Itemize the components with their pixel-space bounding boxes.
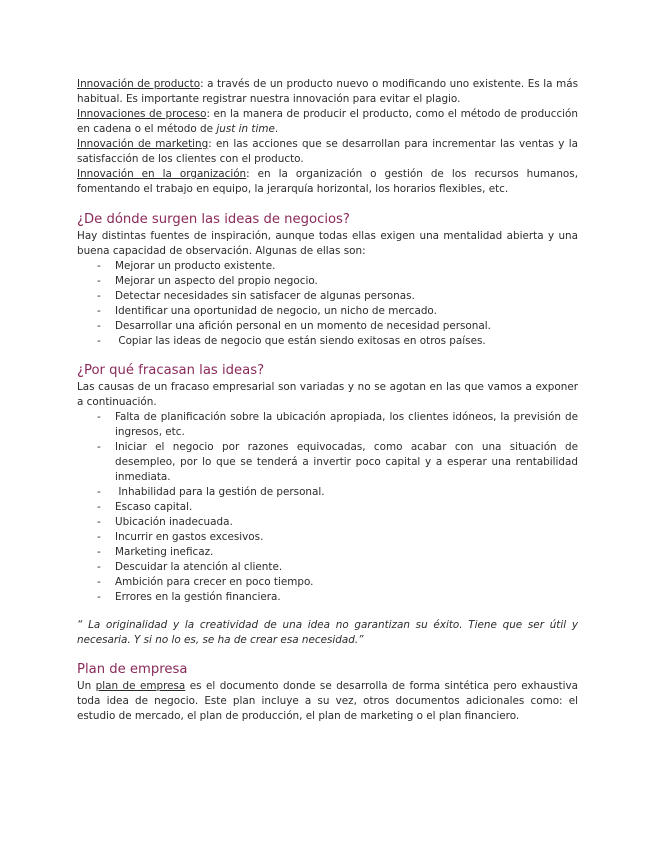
text-innovaciones-proceso: : en la manera de producir el producto, como el método de producción en cadena o el método de (77, 108, 578, 135)
term-innovacion-organizacion: Innovación en la organización (77, 168, 247, 180)
list-item: - Copiar las ideas de negocio que están siendo exitosas en otros países. (77, 334, 578, 349)
fracaso-list (77, 410, 578, 605)
text-innovacion-producto: : a través de un producto nuevo o modificando uno existente. Es la más habitual. Es importante registrar nuestra innovación para evitar el plagio. (77, 78, 578, 105)
term-innovacion-marketing: Innovación de marketing (77, 138, 209, 150)
intro-paragraph-organizacion (77, 167, 578, 197)
document-body (77, 77, 578, 724)
list-item: - Mejorar un aspecto del propio negocio. (77, 274, 578, 289)
text-innovacion-organizacion: : en la organización o gestión de los recursos humanos, fomentando el trabajo en equipo, la jerarquía horizontal, los horarios flexibles, etc. (77, 168, 578, 195)
text-innovaciones-proceso-tail: . (274, 123, 279, 135)
intro-paragraph-producto (77, 77, 578, 107)
text-innovacion-marketing: : en las acciones que se desarrollan para incrementar las ventas y la satisfacción de los clientes con el producto. (77, 138, 579, 165)
quote-block: “ La originalidad y la creatividad de una idea no garantizan su éxito. Tiene que ser útil y necesaria. Y si no lo es, se ha de crear esa necesidad.” (77, 619, 578, 646)
list-item: - Incurrir en gastos excesivos. (77, 530, 578, 545)
list-item: - Errores en la gestión financiera. (77, 590, 578, 605)
heading-fracasan-ideas: ¿Por qué fracasan las ideas? (77, 363, 265, 378)
list-item: - Descuidar la atención al cliente. (77, 560, 578, 575)
heading-plan-empresa: Plan de empresa (77, 662, 188, 677)
term-innovacion-producto: Innovación de producto (77, 78, 201, 90)
list-item: - Iniciar el negocio por razones equivocadas, como acabar con una situación de desempleo, por lo que se tenderá a invertir poco capital y a esperar una rentabilidad inmediata. (77, 440, 578, 485)
list-item: - Escaso capital. (77, 500, 578, 515)
ideas-list (77, 259, 578, 349)
plan-paragraph (77, 679, 578, 724)
emphasis-just-in-time: just in time (216, 123, 275, 135)
list-item: - Mejorar un producto existente. (77, 259, 578, 274)
term-innovaciones-proceso: Innovaciones de proceso (77, 108, 207, 120)
fracaso-intro-paragraph: Las causas de un fracaso empresarial son variadas y no se agotan en las que vamos a exponer a continuación. (77, 381, 578, 408)
plan-text: es el documento donde se desarrolla de forma sintética pero exhaustiva toda idea de negocio. Este plan incluye a su vez, otros documentos adicionales como: el estudio de mercado, el plan de producción, el plan de marketing o el plan financiero. (77, 680, 578, 722)
list-item: - Desarrollar una afición personal en un momento de necesidad personal. (77, 319, 578, 334)
list-item: - Identificar una oportunidad de negocio, un nicho de mercado. (77, 304, 578, 319)
list-item: - Detectar necesidades sin satisfacer de algunas personas. (77, 289, 578, 304)
ideas-intro-paragraph: Hay distintas fuentes de inspiración, aunque todas ellas exigen una mentalidad abierta y una buena capacidad de observación. Algunas de ellas son: (77, 230, 578, 257)
list-item: - Ambición para crecer en poco tiempo. (77, 575, 578, 590)
intro-paragraph-marketing (77, 137, 578, 167)
term-plan-empresa: plan de empresa (95, 680, 186, 692)
plan-text-pre: Un (77, 680, 96, 692)
intro-paragraph-proceso (77, 107, 578, 137)
heading-ideas-negocios: ¿De dónde surgen las ideas de negocios? (77, 212, 350, 227)
list-item: - Marketing ineficaz. (77, 545, 578, 560)
list-item: - Ubicación inadecuada. (77, 515, 578, 530)
list-item: - Inhabilidad para la gestión de personal. (77, 485, 578, 500)
list-item: - Falta de planificación sobre la ubicación apropiada, los clientes idóneos, la previsión de ingresos, etc. (77, 410, 578, 440)
